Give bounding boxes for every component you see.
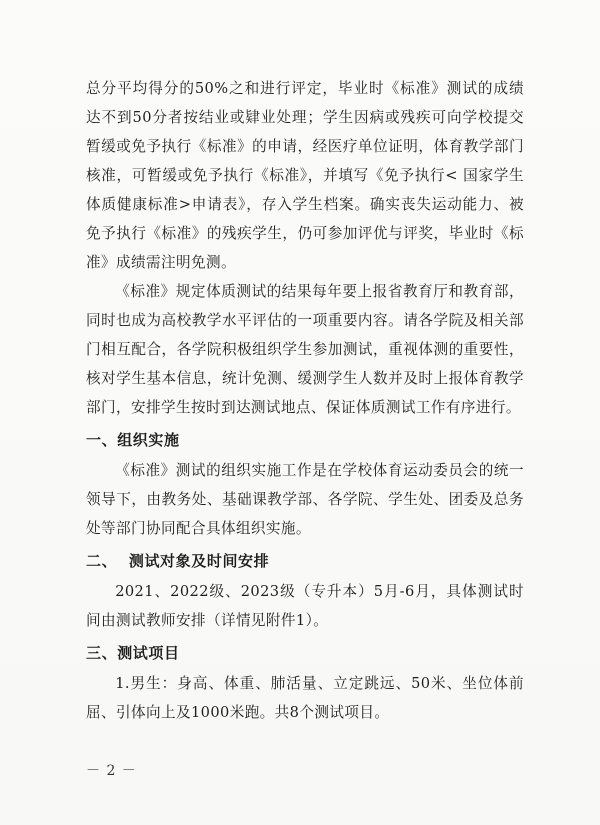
section-body-schedule: 2021、2022级、2023级（专升本）5月-6月，具体测试时间由测试教师安排（详情见附件1）。 xyxy=(86,583,524,629)
section-body-organization: 《标准》测试的组织实施工作是在学校体育运动委员会的统一领导下，由教务处、基础课教学部、各学院、学生处、团委及总务处等部门协同配合具体组织实施。 xyxy=(86,462,524,537)
section-heading-test-items: 三、测试项目 xyxy=(86,644,180,662)
document-body xyxy=(86,74,524,727)
paragraph-reporting: 《标准》规定体质测试的结果每年要上报省教育厅和教育部，同时也成为高校教学水平评估的一项重要内容。请各学院及相关部门相互配合，各学院积极组织学生参加测试，重视体测的重要性，核对学生基本信息，统计免测、缓测学生人数并及时上报体育教学部门，安排学生按时到达测试地点、保证体质测试工作有序进行。 xyxy=(86,283,524,416)
section-body-test-items: 1.男生：身高、体重、肺活量、立定跳远、50米、坐位体前屈、引体向上及1000米跑。共8个测试项目。 xyxy=(86,675,524,721)
section-heading-schedule: 二、 测试对象及时间安排 xyxy=(86,552,270,570)
paragraph-evaluation: 总分平均得分的50%之和进行评定，毕业时《标准》测试的成绩达不到50分者按结业或肄业处理；学生因病或残疾可向学校提交暂缓或免予执行《标准》的申请，经医疗单位证明，体育教学部门核准，可暂缓或免予执行《标准》，并填写《免予执行< 国家学生体质健康标准>申请表》，存入学生档案。确实丧失运动能力、被免予执行《标准》的残疾学生，仍可参加评优与评奖，毕业时《标准》成绩需注明免测。 xyxy=(86,80,524,271)
page-number: － 2 － xyxy=(86,763,137,779)
section-heading-organization: 一、组织实施 xyxy=(86,431,180,449)
